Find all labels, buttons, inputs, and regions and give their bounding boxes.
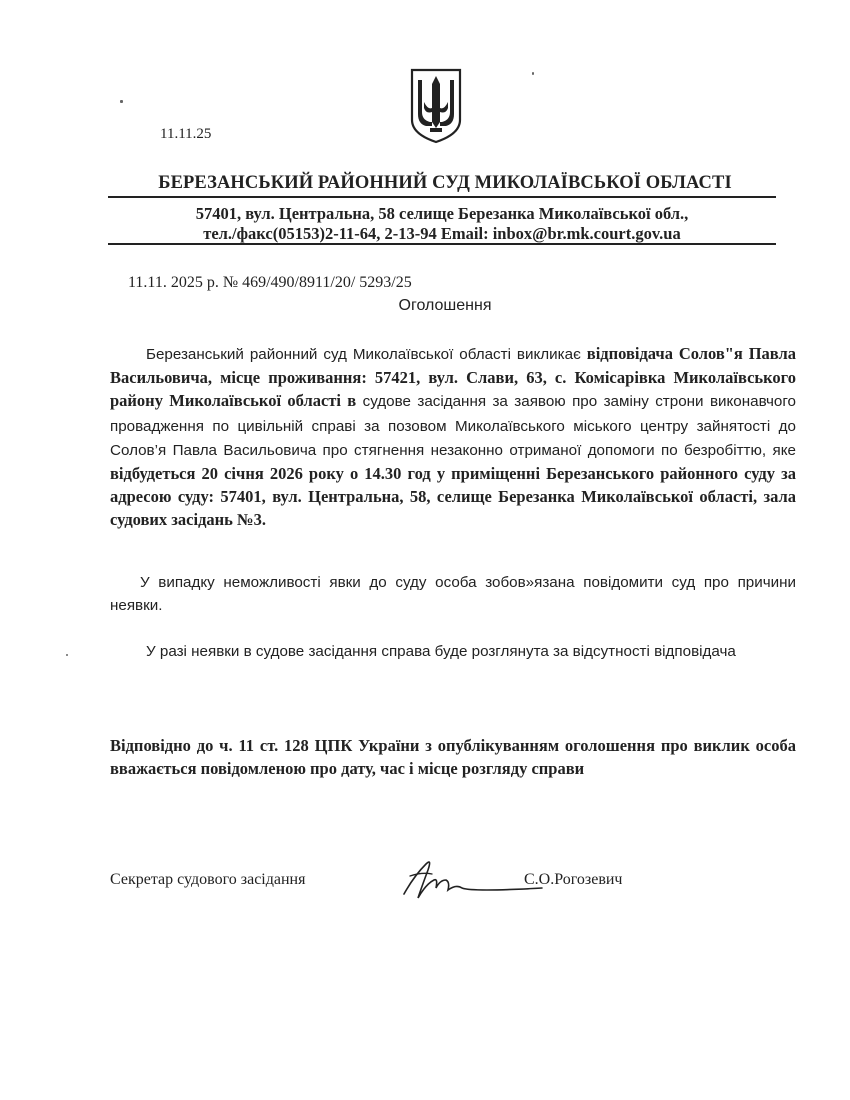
trident-coat-of-arms-icon [408, 66, 464, 144]
court-name-heading: БЕРЕЗАНСЬКИЙ РАЙОННИЙ СУД МИКОЛАЇВСЬКОЇ ОБЛАСТІ [158, 173, 732, 193]
registration-number: 11.11. 2025 р. № 469/490/8911/20/ 5293/25 [128, 274, 412, 291]
absence-notice-text: У випадку неможливості явки до суду особа зобов»язана повідомити суд про причини неявки. [110, 574, 796, 615]
default-hearing-paragraph [110, 640, 796, 663]
document-title: Оголошення [398, 297, 492, 314]
secretary-name: С.О.Рогозевич [524, 871, 623, 888]
header-divider-bottom [108, 243, 776, 245]
header-divider-top [108, 196, 776, 198]
scan-speck [66, 654, 68, 656]
case-description: судове засідання за заявою про заміну строни виконавчого провадження по цивільній справі за позовом Миколаївського міського центру зайнятості до Солов’я Павла Васильовича про стягнення незаконно отриманої допомоги по безробіттю, яке [110, 393, 796, 459]
court-address-block [110, 204, 774, 244]
scan-speck [120, 100, 123, 103]
default-hearing-text: У разі неявки в судове засідання справа буде розглянута за відсутності відповідача [146, 643, 736, 660]
hearing-details: відбудеться 20 січня 2026 року о 14.30 год у приміщенні Березанського районного суду за адресою суду: 57401, вул. Центральна, 58, селище Березанка Миколаївської області, зала судових засідань №3. [110, 464, 796, 530]
absence-notice-paragraph [110, 571, 796, 617]
secretary-label: Секретар судового засідання [110, 871, 306, 888]
defendant-details: відповідача Солов"я Павла Васильовича, місце проживання: 57421, вул. Слави, 63, с. Комісарівка Миколаївського району Миколаївської області в [110, 344, 796, 411]
legal-basis-paragraph: Відповідно до ч. 11 ст. 128 ЦПК України з опублікуванням оголошення про виклик особа вважається повідомленою про дату, час і місце розгляду справи [110, 736, 796, 779]
summons-paragraph [110, 342, 796, 532]
address-line: 57401, вул. Центральна, 58 селище Березанка Миколаївської обл., [195, 204, 689, 223]
scan-speck [532, 72, 534, 75]
header-date: 11.11.25 [160, 126, 212, 142]
summons-lead: Березанський районний суд Миколаївської області викликає [146, 346, 587, 363]
contact-line: тел./факс(05153)2-11-64, 2-13-94 Email: inbox@br.mk.court.gov.ua [203, 224, 681, 243]
